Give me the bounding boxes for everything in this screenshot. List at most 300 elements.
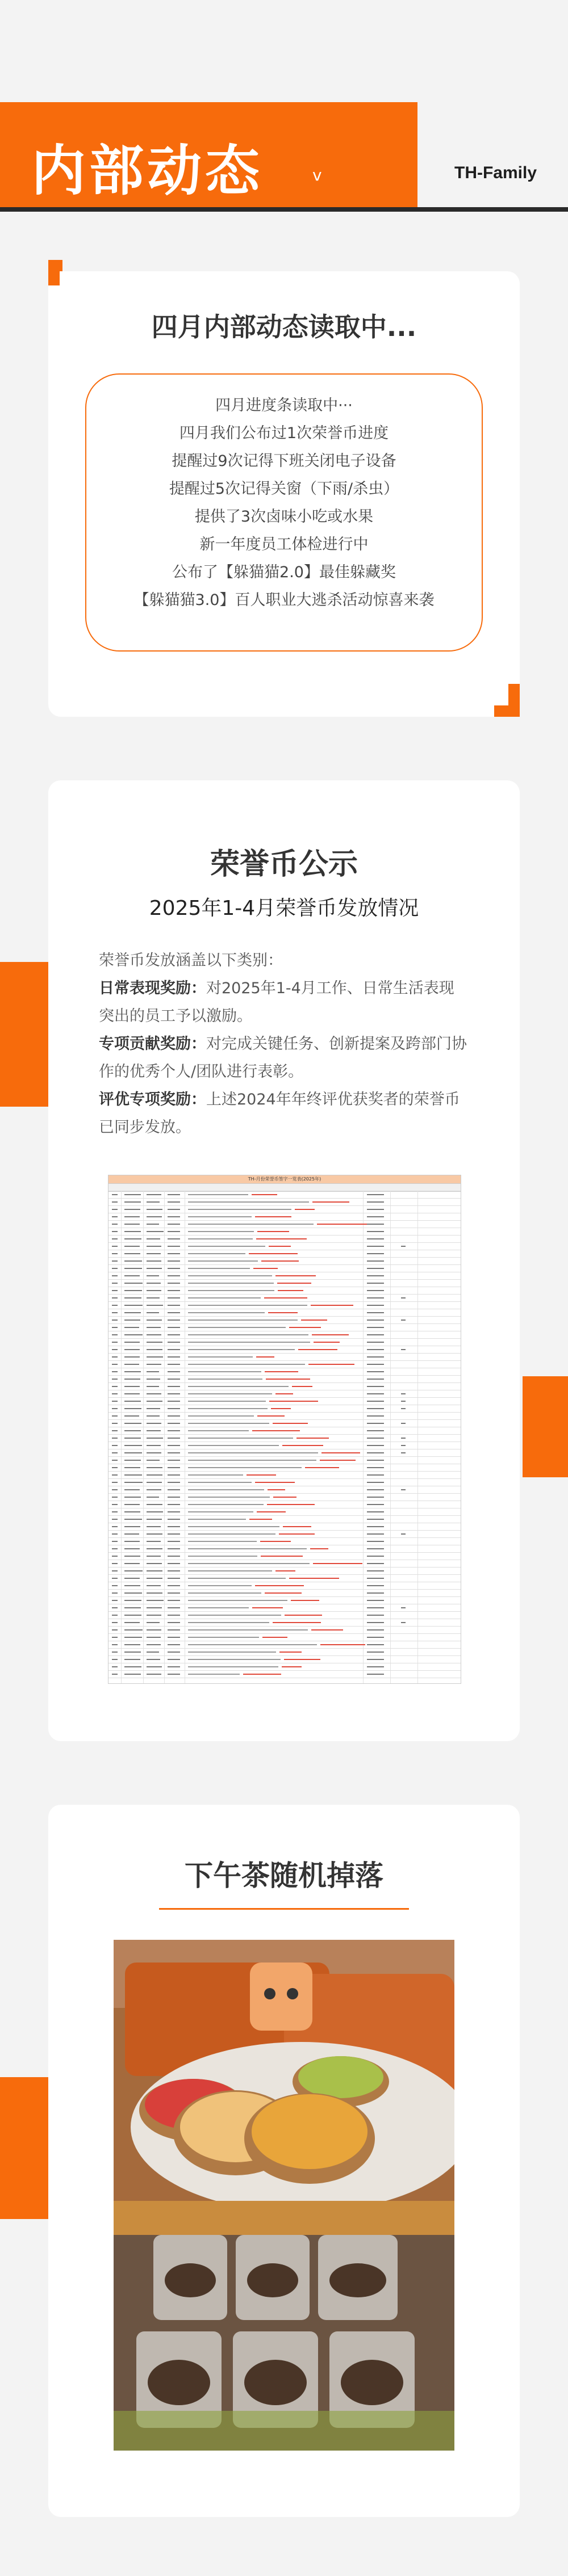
table-cell-mark xyxy=(147,1592,162,1594)
table-cell-mark xyxy=(147,1342,162,1343)
table-cell-mark xyxy=(124,1497,141,1498)
table-cell-mark xyxy=(188,1408,268,1409)
table-cell-mark xyxy=(317,1224,367,1225)
table-cell-mark xyxy=(124,1371,141,1372)
table-cell-mark xyxy=(367,1460,384,1461)
table-cell-mark xyxy=(168,1371,180,1372)
right-accent-block xyxy=(523,1376,568,1477)
table-cell-mark xyxy=(188,1460,316,1461)
table-cell-mark xyxy=(147,1615,161,1616)
table-cell-mark xyxy=(168,1209,180,1210)
table-cell-mark xyxy=(367,1600,384,1601)
progress-line: 四月进度条读取中··· xyxy=(215,397,353,414)
table-cell-mark xyxy=(266,1379,310,1380)
table-cell-mark xyxy=(147,1474,162,1476)
table-cell-mark xyxy=(401,1423,406,1424)
table-cell-mark xyxy=(124,1194,141,1195)
table-cell-mark xyxy=(124,1224,140,1225)
table-cell-mark xyxy=(147,1238,160,1239)
table-cell-mark xyxy=(147,1349,162,1350)
table-cell-mark xyxy=(112,1283,118,1284)
table-cell-mark xyxy=(168,1275,180,1276)
table-cell-mark xyxy=(269,1401,318,1402)
table-cell-mark xyxy=(188,1445,279,1446)
progress-line: 公布了【躲猫猫2.0】最佳躲藏奖 xyxy=(172,564,396,581)
table-cell-mark xyxy=(168,1312,180,1313)
table-cell-mark xyxy=(367,1386,384,1387)
table-cell-mark xyxy=(112,1260,118,1262)
table-cell-mark xyxy=(367,1615,384,1616)
table-cell-mark xyxy=(367,1497,384,1498)
table-cell-mark xyxy=(168,1438,180,1439)
table-cell-mark xyxy=(112,1674,118,1675)
table-cell-mark xyxy=(112,1327,118,1328)
table-cell-mark xyxy=(367,1401,384,1402)
table-cell-mark xyxy=(312,1201,349,1203)
table-cell-mark xyxy=(124,1622,140,1623)
table-cell-mark xyxy=(367,1570,384,1571)
table-cell-mark xyxy=(147,1371,159,1372)
table-cell-mark xyxy=(367,1644,384,1645)
honor-intro: 荣誉币发放涵盖以下类别： xyxy=(99,952,283,969)
table-cell-mark xyxy=(298,1349,338,1350)
table-cell-mark xyxy=(112,1659,118,1660)
table-cell-mark xyxy=(284,1659,320,1660)
table-cell-mark xyxy=(124,1533,139,1535)
table-cell-mark xyxy=(249,1519,272,1520)
table-cell-mark xyxy=(367,1268,384,1269)
table-cell-mark xyxy=(188,1423,269,1424)
table-cell-mark xyxy=(188,1224,314,1225)
table-cell-mark xyxy=(147,1570,162,1571)
table-cell-mark xyxy=(112,1460,118,1461)
table-cell-mark xyxy=(256,1356,274,1358)
table-cell-mark xyxy=(367,1674,384,1675)
table-cell-mark xyxy=(188,1526,279,1527)
brand-label: TH-Family xyxy=(454,163,537,182)
table-cell-mark xyxy=(124,1489,140,1490)
table-cell-mark xyxy=(112,1489,118,1490)
table-cell-mark xyxy=(168,1283,180,1284)
table-cell-mark xyxy=(147,1216,162,1217)
table-cell-mark xyxy=(112,1666,118,1667)
table-cell-mark xyxy=(367,1474,384,1476)
table-cell-mark xyxy=(252,1430,300,1431)
table-cell-mark xyxy=(289,1578,339,1579)
table-cell-mark xyxy=(147,1445,161,1446)
chevron-down-icon: v xyxy=(312,166,322,184)
table-cell-mark xyxy=(168,1364,180,1365)
table-cell-mark xyxy=(168,1445,180,1446)
table-cell-mark xyxy=(273,1423,308,1424)
table-cell-mark xyxy=(188,1386,289,1387)
honor-table-title: TH-月份荣誉币签字一览表(2025年) xyxy=(108,1175,461,1184)
table-cell-mark xyxy=(188,1652,276,1653)
table-cell-mark xyxy=(367,1297,384,1298)
table-cell-mark xyxy=(168,1556,180,1557)
table-cell-mark xyxy=(367,1629,384,1631)
table-cell-mark xyxy=(257,1511,286,1512)
table-cell-mark xyxy=(168,1585,180,1586)
table-cell-mark xyxy=(367,1607,384,1608)
progress-line: 提醒过5次记得关窗（下雨/杀虫） xyxy=(169,480,399,498)
table-cell-mark xyxy=(367,1312,384,1313)
table-cell-mark xyxy=(112,1615,118,1616)
table-cell-mark xyxy=(367,1548,384,1549)
table-cell-mark xyxy=(168,1504,180,1505)
table-cell-mark xyxy=(112,1430,118,1431)
table-cell-mark xyxy=(147,1519,162,1520)
table-cell-mark xyxy=(188,1600,287,1601)
table-cell-mark xyxy=(147,1644,161,1645)
table-cell-mark xyxy=(367,1563,384,1564)
table-cell-mark xyxy=(112,1194,118,1195)
table-cell-mark xyxy=(112,1297,118,1298)
table-cell-mark xyxy=(147,1283,161,1284)
table-cell-mark xyxy=(147,1607,162,1608)
table-cell-mark xyxy=(112,1312,118,1313)
table-cell-mark xyxy=(168,1260,180,1262)
table-cell-mark xyxy=(112,1201,118,1203)
table-cell-mark xyxy=(124,1260,142,1262)
table-cell-mark xyxy=(401,1297,406,1298)
table-cell-mark xyxy=(124,1290,142,1291)
table-cell-mark xyxy=(367,1231,384,1232)
table-cell-mark xyxy=(147,1629,161,1631)
table-cell-mark xyxy=(168,1659,180,1660)
table-cell-mark xyxy=(168,1216,180,1217)
table-cell-mark xyxy=(147,1364,161,1365)
table-cell-mark xyxy=(147,1674,161,1675)
table-cell-mark xyxy=(188,1541,257,1542)
table-cell-mark xyxy=(367,1201,384,1203)
table-cell-mark xyxy=(401,1438,406,1439)
table-cell-mark xyxy=(112,1290,118,1291)
table-cell-mark xyxy=(124,1319,140,1321)
table-cell-mark xyxy=(188,1342,310,1343)
table-cell-mark xyxy=(112,1224,118,1225)
table-cell-mark xyxy=(147,1548,162,1549)
table-cell-mark xyxy=(188,1415,254,1417)
table-cell-mark xyxy=(112,1600,118,1601)
afternoon-tea-photo xyxy=(114,1940,454,2451)
table-cell-mark xyxy=(147,1408,160,1409)
table-cell-mark xyxy=(188,1401,266,1402)
corner-bracket-bottom-h xyxy=(494,705,520,717)
table-cell-mark xyxy=(188,1297,261,1298)
table-cell-mark xyxy=(367,1504,384,1505)
table-cell-mark xyxy=(112,1482,118,1483)
table-cell-mark xyxy=(168,1253,180,1254)
table-cell-mark xyxy=(168,1268,180,1269)
table-cell-mark xyxy=(147,1533,162,1535)
table-cell-mark xyxy=(124,1652,141,1653)
table-cell-mark xyxy=(112,1556,118,1557)
table-cell-mark xyxy=(168,1423,180,1424)
table-cell-mark xyxy=(112,1364,118,1365)
header-divider xyxy=(0,207,568,212)
table-cell-mark xyxy=(367,1364,384,1365)
table-cell-mark xyxy=(124,1401,141,1402)
table-cell-mark xyxy=(279,1652,302,1653)
table-cell-mark xyxy=(147,1201,160,1203)
table-cell-mark xyxy=(367,1275,384,1276)
table-cell-mark xyxy=(168,1600,180,1601)
table-cell-mark xyxy=(124,1511,140,1512)
table-cell-mark xyxy=(188,1519,246,1520)
table-cell-mark xyxy=(168,1674,180,1675)
table-cell-mark xyxy=(168,1349,180,1350)
table-cell-mark xyxy=(265,1592,302,1594)
table-cell-mark xyxy=(188,1253,245,1254)
table-cell-mark xyxy=(112,1408,118,1409)
table-cell-mark xyxy=(367,1445,384,1446)
table-cell-mark xyxy=(252,1194,277,1195)
table-cell-mark xyxy=(255,1482,295,1483)
table-cell-mark xyxy=(112,1526,118,1527)
table-cell-mark xyxy=(261,1556,303,1557)
table-cell-mark xyxy=(188,1467,302,1468)
table-cell-mark xyxy=(367,1652,384,1653)
table-cell-mark xyxy=(188,1371,261,1372)
table-cell-mark xyxy=(367,1342,384,1343)
table-cell-mark xyxy=(367,1666,384,1667)
table-cell-mark xyxy=(168,1497,180,1498)
table-cell-mark xyxy=(243,1674,281,1675)
table-cell-mark xyxy=(188,1216,252,1217)
table-cell-mark xyxy=(147,1246,161,1247)
table-cell-mark xyxy=(188,1356,253,1358)
table-cell-mark xyxy=(188,1327,286,1328)
table-cell-mark xyxy=(147,1504,162,1505)
table-cell-mark xyxy=(291,1600,319,1601)
table-cell-mark xyxy=(367,1216,384,1217)
table-cell-mark xyxy=(112,1393,118,1394)
table-cell-mark xyxy=(112,1622,118,1623)
table-cell-mark xyxy=(124,1659,140,1660)
table-cell-mark xyxy=(124,1364,139,1365)
table-cell-mark xyxy=(124,1666,141,1667)
table-cell-mark xyxy=(320,1460,356,1461)
table-cell-mark xyxy=(168,1629,180,1631)
table-cell-mark xyxy=(367,1334,384,1335)
table-cell-mark xyxy=(188,1592,261,1594)
table-cell-mark xyxy=(367,1526,384,1527)
honor-item-label: 日常表现奖励： xyxy=(99,980,206,997)
table-cell-mark xyxy=(112,1438,118,1439)
table-cell-mark xyxy=(112,1467,118,1468)
table-cell-mark xyxy=(255,1216,291,1217)
table-cell-mark xyxy=(112,1305,118,1306)
table-cell-mark xyxy=(124,1246,140,1247)
table-cell-mark xyxy=(256,1238,307,1239)
table-cell-mark xyxy=(168,1231,180,1232)
table-cell-mark xyxy=(188,1231,254,1232)
table-cell-mark xyxy=(112,1379,118,1380)
table-cell-mark xyxy=(273,1497,296,1498)
table-cell-mark xyxy=(112,1452,118,1453)
table-cell-mark xyxy=(124,1415,139,1417)
table-cell-mark xyxy=(112,1607,118,1608)
table-cell-mark xyxy=(367,1379,384,1380)
table-cell-mark xyxy=(112,1637,118,1638)
table-cell-mark xyxy=(188,1533,275,1535)
table-cell-mark xyxy=(168,1408,180,1409)
table-cell-mark xyxy=(188,1659,281,1660)
table-cell-mark xyxy=(367,1246,384,1247)
table-cell-mark xyxy=(401,1445,406,1446)
table-cell-mark xyxy=(168,1415,180,1417)
table-cell-mark xyxy=(271,1408,291,1409)
table-cell-mark xyxy=(312,1334,349,1335)
progress-line: 【躲猫猫3.0】百人职业大逃杀活动惊喜来袭 xyxy=(133,591,435,609)
table-cell-mark xyxy=(147,1452,161,1453)
table-cell-mark xyxy=(124,1393,140,1394)
table-cell-mark xyxy=(401,1393,406,1394)
table-cell-mark xyxy=(147,1290,161,1291)
table-cell-mark xyxy=(367,1356,384,1358)
table-cell-mark xyxy=(168,1305,180,1306)
table-cell-mark xyxy=(188,1275,272,1276)
table-cell-mark xyxy=(112,1533,118,1535)
table-cell-mark xyxy=(367,1438,384,1439)
table-cell-mark xyxy=(112,1253,118,1254)
table-cell-mark xyxy=(168,1622,180,1623)
table-cell-mark xyxy=(147,1415,160,1417)
table-cell-mark xyxy=(147,1526,161,1527)
table-cell-mark xyxy=(112,1563,118,1564)
table-cell-mark xyxy=(147,1231,164,1232)
table-cell-mark xyxy=(147,1423,161,1424)
table-cell-mark xyxy=(278,1290,304,1291)
table-cell-mark xyxy=(147,1511,163,1512)
table-cell-mark xyxy=(168,1194,180,1195)
table-cell-mark xyxy=(188,1349,295,1350)
table-cell-mark xyxy=(188,1334,308,1335)
honor-description xyxy=(99,947,469,1141)
table-cell-mark xyxy=(401,1246,406,1247)
table-cell-mark xyxy=(112,1504,118,1505)
table-cell-mark xyxy=(188,1615,281,1616)
table-cell-mark xyxy=(147,1438,163,1439)
table-cell-mark xyxy=(168,1327,180,1328)
table-cell-mark xyxy=(321,1452,360,1453)
page-title: 内部动态 xyxy=(31,139,263,203)
table-cell-mark xyxy=(188,1319,298,1321)
table-cell-mark xyxy=(275,1275,316,1276)
table-cell-mark xyxy=(252,1607,282,1608)
table-cell-mark xyxy=(188,1474,243,1476)
table-cell-mark xyxy=(124,1585,140,1586)
honor-item xyxy=(99,1030,469,1086)
table-cell-mark xyxy=(168,1666,180,1667)
table-cell-mark xyxy=(261,1260,299,1262)
table-cell-mark xyxy=(168,1652,180,1653)
table-cell-mark xyxy=(311,1305,353,1306)
table-cell-mark xyxy=(367,1637,384,1638)
table-cell-mark xyxy=(367,1519,384,1520)
table-cell-mark xyxy=(285,1615,323,1616)
table-cell-mark xyxy=(168,1482,180,1483)
table-cell-mark xyxy=(124,1674,141,1675)
table-cell-mark xyxy=(168,1401,180,1402)
table-cell-mark xyxy=(168,1578,180,1579)
table-cell-mark xyxy=(147,1489,161,1490)
table-cell-mark xyxy=(308,1364,354,1365)
table-cell-mark xyxy=(367,1194,384,1195)
table-cell-mark xyxy=(367,1224,384,1225)
table-cell-mark xyxy=(367,1430,384,1431)
table-cell-mark xyxy=(168,1474,180,1476)
table-cell-mark xyxy=(367,1393,384,1394)
table-cell-mark xyxy=(168,1297,180,1298)
table-cell-mark xyxy=(311,1629,343,1631)
table-cell-mark xyxy=(168,1342,180,1343)
left-accent-block xyxy=(0,962,48,1107)
table-cell-mark xyxy=(147,1637,161,1638)
table-cell-mark xyxy=(367,1511,384,1512)
table-cell-mark xyxy=(401,1489,406,1490)
table-cell-mark xyxy=(282,1666,302,1667)
table-cell-mark xyxy=(188,1570,272,1571)
table-cell-mark xyxy=(124,1334,143,1335)
table-cell-mark xyxy=(264,1297,307,1298)
table-cell-mark xyxy=(147,1563,162,1564)
honor-item-text: 对2025年1-4月工作、日常生活表现突出的员工予以激励。 xyxy=(99,980,454,1025)
table-cell-mark xyxy=(168,1541,180,1542)
table-cell-mark xyxy=(275,1570,295,1571)
table-cell-mark xyxy=(124,1548,140,1549)
table-cell-mark xyxy=(168,1238,180,1239)
table-cell-mark xyxy=(367,1482,384,1483)
corner-bracket-top-h xyxy=(48,260,62,271)
table-cell-mark xyxy=(147,1482,162,1483)
table-cell-mark xyxy=(124,1556,140,1557)
table-cell-mark xyxy=(188,1548,307,1549)
table-cell-mark xyxy=(124,1526,140,1527)
table-cell-mark xyxy=(188,1312,265,1313)
table-cell-mark xyxy=(112,1474,118,1476)
table-cell-mark xyxy=(168,1386,180,1387)
table-cell-mark xyxy=(112,1275,118,1276)
table-cell-mark xyxy=(147,1260,161,1262)
table-cell-mark xyxy=(147,1556,161,1557)
table-cell-mark xyxy=(168,1570,180,1571)
table-cell-mark xyxy=(124,1460,141,1461)
table-cell-mark xyxy=(253,1268,278,1269)
table-cell-mark xyxy=(112,1349,118,1350)
table-cell-mark xyxy=(147,1585,161,1586)
table-cell-mark xyxy=(168,1644,180,1645)
table-cell-mark xyxy=(124,1637,142,1638)
table-cell-mark xyxy=(147,1253,161,1254)
table-cell-mark xyxy=(367,1659,384,1660)
table-cell-mark xyxy=(367,1622,384,1623)
table-cell-mark xyxy=(188,1438,293,1439)
table-cell-mark xyxy=(112,1231,118,1232)
table-cell-mark xyxy=(188,1563,310,1564)
progress-line: 四月我们公布过1次荣誉币进度 xyxy=(179,425,389,442)
table-cell-mark xyxy=(124,1615,141,1616)
table-cell-mark xyxy=(124,1519,142,1520)
tea-photo-illustration xyxy=(114,1940,454,2451)
table-cell-mark xyxy=(188,1452,318,1453)
table-cell-mark xyxy=(168,1334,180,1335)
table-cell-mark xyxy=(188,1637,259,1638)
table-cell-mark xyxy=(188,1585,252,1586)
table-cell-mark xyxy=(112,1209,118,1210)
table-cell-mark xyxy=(401,1401,406,1402)
